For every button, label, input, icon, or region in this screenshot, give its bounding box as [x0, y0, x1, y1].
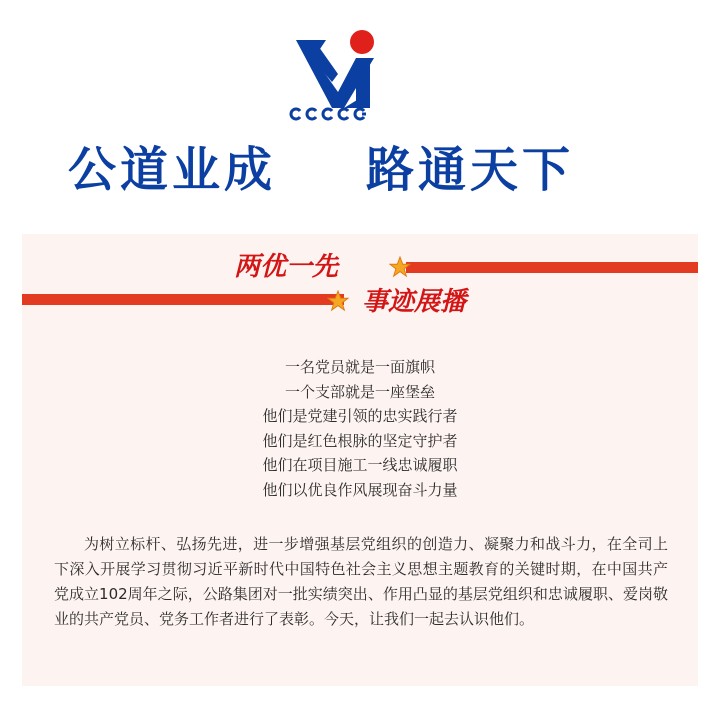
company-logo — [286, 22, 390, 124]
slogan-right: 路通天下 — [366, 142, 575, 198]
slogan — [0, 140, 720, 200]
poem-line: 一名党员就是一面旗帜 — [284, 358, 435, 376]
poem-line: 他们在项目施工一线忠诚履职 — [262, 456, 458, 474]
red-stripe-bottom — [22, 294, 344, 305]
red-stripe-top — [406, 262, 698, 273]
poem-line: 他们以优良作风展现奋斗力量 — [262, 480, 458, 499]
banner-heading-1: 两优一先 — [234, 252, 339, 282]
logo-text: CCCCG — [286, 22, 290, 23]
poem-line: 他们是党建引领的忠实践行者 — [262, 407, 458, 425]
slogan-left: 公道业成 — [68, 142, 277, 198]
star-icon — [389, 256, 411, 278]
intro-paragraph: 为树立标杆、弘扬先进，进一步增强基层党组织的创造力、凝聚力和战斗力，在全司上下深入开展学习贯彻习近平新时代中国特色社会主义思想主题教育的关键时期，在中国共产党成立102周年之际，公路集团对一批实绩突出、作用凸显的基层党组织和忠诚履职、爱岗敬业的共产党员、党务工作者进行了表彰。今天，让我们一起去认识他们。 — [54, 535, 668, 628]
star-icon — [327, 290, 349, 312]
poem-line: 一个支部就是一座堡垒 — [284, 382, 435, 401]
red-dot-icon — [350, 30, 374, 54]
poem — [22, 355, 698, 502]
banner-heading-2: 事迹展播 — [362, 287, 467, 317]
poem-line: 他们是红色根脉的坚定守护者 — [262, 431, 458, 450]
